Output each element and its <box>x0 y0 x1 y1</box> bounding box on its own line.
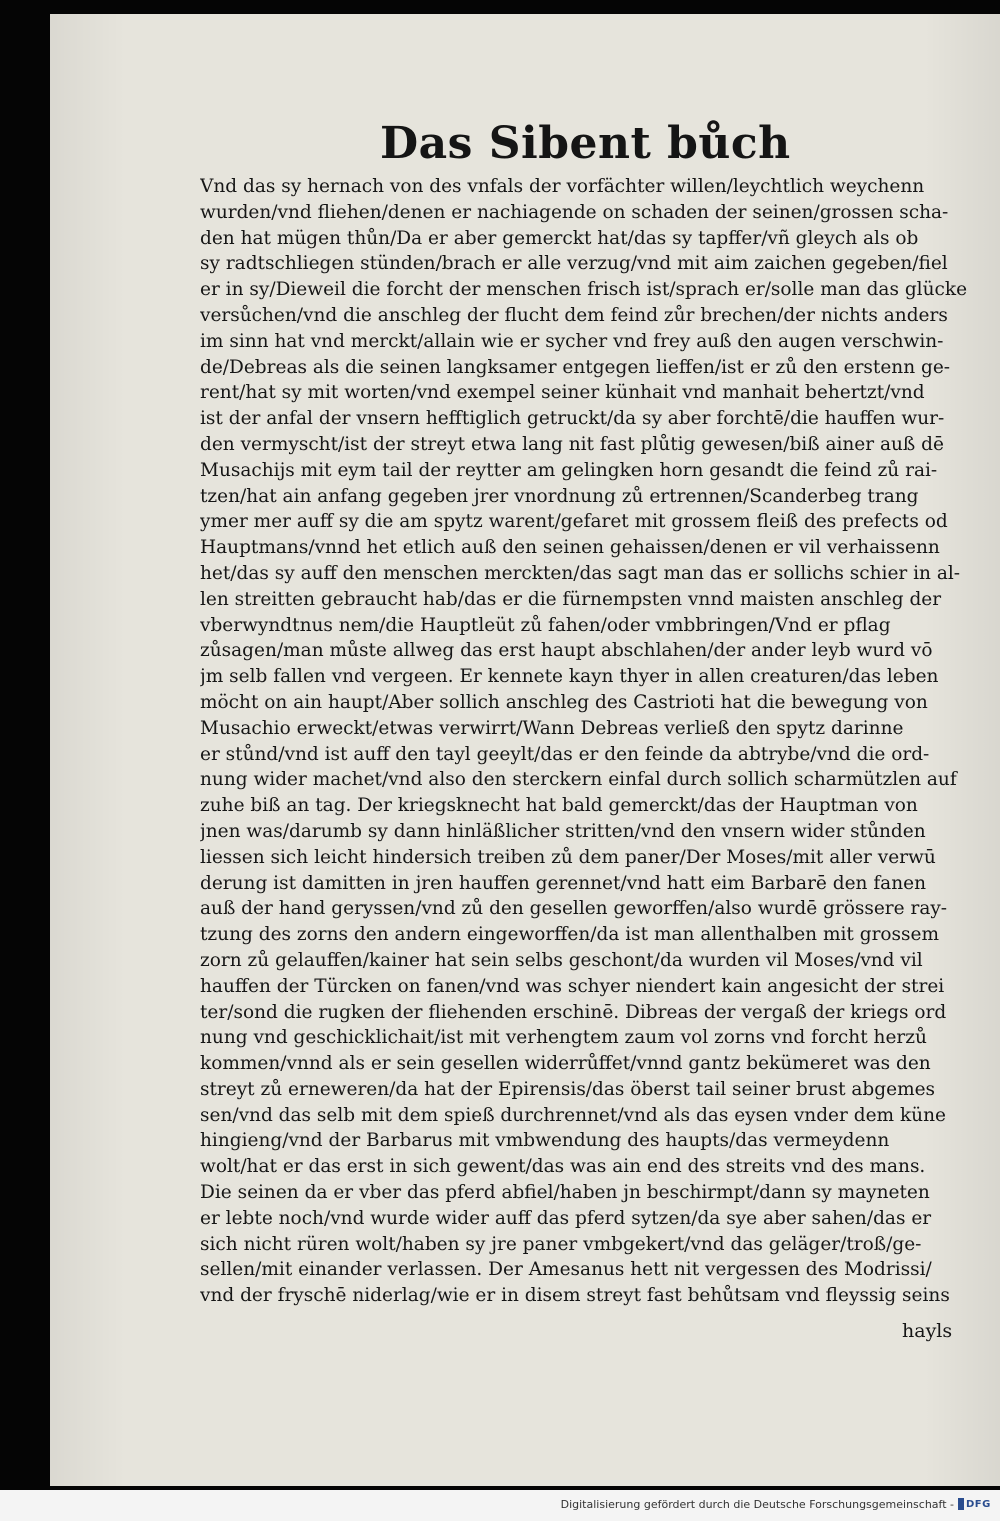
text-line: Musachijs mit eym tail der reytter am gelingken horn gesandt die feind zů rai- <box>200 459 938 481</box>
text-line: len streitten gebraucht hab/das er die fürnempsten vnnd maisten anschleg der <box>200 588 942 610</box>
text-line: Vnd das sy hernach von des vnfals der vorfächter willen/leychtlich weychenn <box>200 176 925 197</box>
text-line: Die seinen da er vber das pferd abfiel/haben jn beschirmpt/dann sy mayneten <box>200 1182 930 1204</box>
text-line: tzen/hat ain anfang gegeben jrer vnordnung zů ertrennen/Scanderbeg trang <box>200 485 919 507</box>
text-line: tzung des zorns den andern eingeworffen/da ist man allenthalben mit grossem <box>200 924 940 946</box>
funding-credit: Digitalisierung gefördert durch die Deutsche Forschungsgemeinschaft - <box>560 1498 954 1511</box>
text-line: sellen/mit einander verlassen. Der Amesanus hett nit vergessen des Modrissi/ <box>200 1259 932 1281</box>
text-line: den vermyscht/ist der streyt etwa lang nit fast plůtig gewesen/biß ainer auß dē <box>200 433 944 455</box>
text-line: nung wider machet/vnd also den sterckern einfal durch sollich scharmützlen auf <box>200 769 957 791</box>
text-line: streyt zů erneweren/da hat der Epirensis/das öberst tail seiner brust abgemes <box>200 1078 936 1100</box>
dfg-logo-text: DFG <box>966 1498 991 1510</box>
text-line: derung ist damitten in jren hauffen gerennet/vnd hatt eim Barbarē den fanen <box>200 872 926 894</box>
text-line: sy radtschliegen stünden/brach er alle verzug/vnd mit aim zaichen gegeben/fiel <box>200 253 948 275</box>
page-heading: Das Sibent bůch <box>380 118 791 169</box>
text-line: Hauptmans/vnnd het etlich auß den seinen gehaissen/denen er vil verhaissenn <box>200 537 940 559</box>
text-line: kommen/vnnd als er sein gesellen widerrůffet/vnnd gantz bekümeret was den <box>200 1053 931 1075</box>
text-line: zuhe biß an tag. Der kriegsknecht hat bald gemerckt/das der Hauptman von <box>200 795 918 817</box>
text-line: im sinn hat vnd merckt/allain wie er sycher vnd frey auß den augen verschwin- <box>200 330 944 352</box>
text-line: er in sy/Dieweil die forcht der menschen frisch ist/sprach er/solle man das glücke <box>200 279 968 301</box>
text-line: wurden/vnd fliehen/denen er nachiagende on schaden der seinen/grossen scha- <box>200 201 949 223</box>
text-line: de/Debreas als die seinen langksamer entgegen lieffen/ist er zů den erstenn ge- <box>200 356 951 378</box>
text-line: vnd der fryschē niderlag/wie er in disem streyt fast behůtsam vnd fleyssig seins <box>200 1285 950 1307</box>
body-text <box>200 174 970 1309</box>
dfg-logo <box>958 1497 992 1511</box>
text-line: rent/hat sy mit worten/vnd exempel seiner künhait vnd manhait behertzt/vnd <box>200 382 925 404</box>
text-line: sich nicht rüren wolt/haben sy jre paner vmbgekert/vnd das geläger/troß/ge- <box>200 1233 922 1255</box>
text-line: wolt/hat er das erst in sich gewent/das was ain end des streits vnd des mans. <box>200 1156 926 1178</box>
text-line: er stůnd/vnd ist auff den tayl geeylt/das er den feinde da abtrybe/vnd die ord- <box>200 743 930 765</box>
text-line: möcht on ain haupt/Aber sollich anschleg des Castrioti hat die bewegung von <box>200 691 928 713</box>
text-line: auß der hand geryssen/vnd zů den gesellen geworffen/also wurdē grössere ray- <box>200 898 948 920</box>
text-line: jm selb fallen vnd vergeen. Er kennete kayn thyer in allen creaturen/das leben <box>200 666 939 688</box>
text-line: zorn zů gelauffen/kainer hat sein selbs geschont/da wurden vil Moses/vnd vil <box>200 949 923 971</box>
digitization-footer <box>0 1490 1000 1521</box>
text-line: jnen was/darumb sy dann hinläßlicher stritten/vnd den vnsern wider stůnden <box>200 820 926 842</box>
text-line: er lebte noch/vnd wurde wider auff das pferd sytzen/da sye aber sahen/das er <box>200 1207 932 1229</box>
text-line: ymer mer auff sy die am spytz warent/gefaret mit grossem fleiß des prefects od <box>200 511 948 533</box>
text-line: versůchen/vnd die anschleg der flucht dem feind zůr brechen/der nichts anders <box>200 304 948 326</box>
text-line: vberwyndtnus nem/die Hauptleüt zů fahen/oder vmbbringen/Vnd er pflag <box>200 614 891 636</box>
text-line: hauffen der Türcken on fanen/vnd was schyer niendert kain angesicht der strei <box>200 975 945 997</box>
text-line: zůsagen/man můste allweg das erst haupt abschlahen/der ander leyb wurd vō <box>200 640 933 662</box>
catchword: hayls <box>902 1320 953 1342</box>
dfg-logo-mark <box>958 1498 964 1510</box>
text-line: ist der anfal der vnsern hefftiglich getruckt/da sy aber forchtē/die hauffen wur- <box>200 408 945 430</box>
text-line: den hat mügen thůn/Da er aber gemerckt hat/das sy tapffer/vñ gleych als ob <box>200 227 919 249</box>
text-line: liessen sich leicht hindersich treiben zů dem paner/Der Moses/mit aller verwū <box>200 846 936 868</box>
text-line: Musachio erweckt/etwas verwirrt/Wann Debreas verließ den spytz darinne <box>200 717 904 739</box>
text-line: nung vnd geschicklichait/ist mit verhengtem zaum vol zorns vnd forcht herzů <box>200 1027 927 1049</box>
text-line: ter/sond die rugken der fliehenden erschinē. Dibreas der vergaß der kriegs ord <box>200 1001 947 1023</box>
text-line: hingieng/vnd der Barbarus mit vmbwendung des haupts/das vermeydenn <box>200 1130 890 1152</box>
text-line: sen/vnd das selb mit dem spieß durchrennet/vnd als das eysen vnder dem küne <box>200 1104 946 1126</box>
text-line: het/das sy auff den menschen merckten/das sagt man das er sollichs schier in al- <box>200 562 961 584</box>
